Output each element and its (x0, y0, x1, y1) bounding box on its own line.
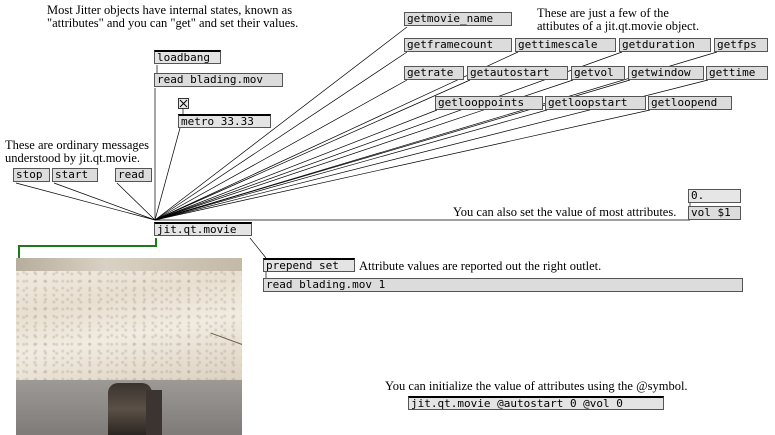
video-top-edge (16, 258, 242, 271)
getframecount-message[interactable]: getframecount (404, 38, 512, 52)
comment-line: "attributes" and you can "get" and set their values. (47, 16, 299, 30)
comment-init-attributes: You can initialize the value of attributes using the @symbol. (385, 379, 688, 393)
getmovie-name-message[interactable]: getmovie_name (404, 12, 512, 26)
metro-toggle[interactable] (178, 98, 189, 109)
comment-few-attributes (537, 7, 699, 33)
vol-message[interactable]: vol $1 (688, 206, 741, 220)
video-window (16, 258, 242, 435)
comment-line: attibutes of a jit.qt.movie object. (537, 19, 700, 33)
loadbang-object[interactable]: loadbang (154, 50, 221, 64)
getrate-message[interactable]: getrate (404, 66, 464, 80)
getloopend-message[interactable]: getloopend (648, 96, 732, 110)
attribute-result-message[interactable]: read blading.mov 1 (263, 278, 743, 292)
comment-ordinary-messages (5, 139, 149, 165)
video-wall-texture (16, 258, 242, 380)
vol-number-box[interactable]: 0. (688, 189, 741, 203)
getwindow-message[interactable]: getwindow (628, 66, 704, 80)
getlooppoints-message[interactable]: getlooppoints (435, 96, 543, 110)
getautostart-message[interactable]: getautostart (467, 66, 568, 80)
gettimescale-message[interactable]: gettimescale (515, 38, 616, 52)
read-message[interactable]: read (115, 168, 152, 182)
getloopstart-message[interactable]: getloopstart (545, 96, 646, 110)
getduration-message[interactable]: getduration (619, 38, 711, 52)
jit-qt-movie-object[interactable]: jit.qt.movie (154, 222, 252, 236)
gettime-message[interactable]: gettime (706, 66, 768, 80)
comment-line: These are just a few of the (537, 6, 669, 20)
comment-line: understood by jit.qt.movie. (5, 151, 141, 165)
jit-qt-movie-init-object[interactable]: jit.qt.movie @autostart 0 @vol 0 (408, 396, 664, 410)
read-blading-message[interactable]: read blading.mov (154, 73, 283, 87)
comment-attributes-intro (47, 4, 298, 30)
prepend-set-object[interactable]: prepend set (263, 258, 355, 272)
getfps-message[interactable]: getfps (714, 38, 768, 52)
start-message[interactable]: start (52, 168, 98, 182)
comment-right-outlet: Attribute values are reported out the right outlet. (359, 259, 602, 273)
video-skater-leg (146, 390, 162, 435)
stop-message[interactable]: stop (13, 168, 50, 182)
metro-object[interactable]: metro 33.33 (178, 114, 271, 128)
check-x-icon (179, 99, 188, 108)
getvol-message[interactable]: getvol (571, 66, 625, 80)
comment-set-attributes: You can also set the value of most attributes. (453, 205, 677, 219)
comment-line: Most Jitter objects have internal states, known as (47, 3, 293, 17)
comment-line: These are ordinary messages (5, 138, 150, 152)
